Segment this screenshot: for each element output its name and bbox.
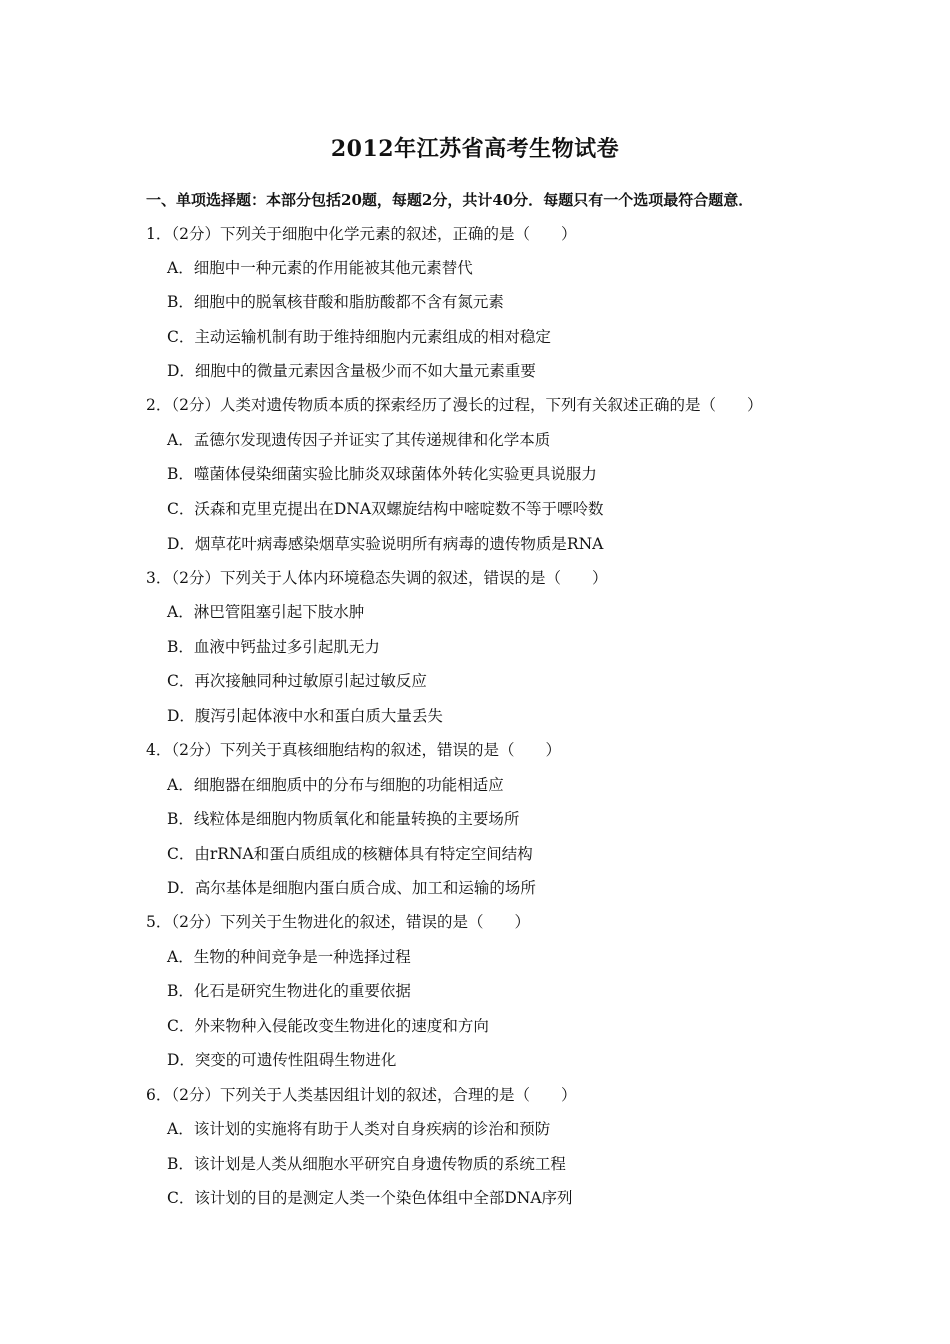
question-6-option-b: B．该计划是人类从细胞水平研究自身遗传物质的系统工程 [167,1155,566,1173]
question-1-stem: 1．（2分）下列关于细胞中化学元素的叙述，正确的是（ ） [146,225,577,243]
question-5-option-c: C．外来物种入侵能改变生物进化的速度和方向 [167,1017,489,1035]
question-5-option-a: A．生物的种间竞争是一种选择过程 [167,948,411,966]
question-1-option-d: D．细胞中的微量元素因含量极少而不如大量元素重要 [167,362,536,380]
page-title: 2012年江苏省高考生物试卷 [330,136,620,162]
question-4-option-c: C．由rRNA和蛋白质组成的核糖体具有特定空间结构 [167,845,533,863]
question-2-option-d: D．烟草花叶病毒感染烟草实验说明所有病毒的遗传物质是RNA [167,535,604,553]
question-1-option-c: C．主动运输机制有助于维持细胞内元素组成的相对稳定 [167,328,551,346]
question-6-stem: 6．（2分）下列关于人类基因组计划的叙述，合理的是（ ） [146,1086,577,1104]
question-4-option-a: A．细胞器在细胞质中的分布与细胞的功能相适应 [167,776,504,794]
section-heading: 一、单项选择题：本部分包括20题，每题2分，共计40分．每题只有一个选项最符合题意． [146,191,754,209]
question-5-stem: 5．（2分）下列关于生物进化的叙述，错误的是（ ） [146,913,530,931]
question-4-stem: 4．（2分）下列关于真核细胞结构的叙述，错误的是（ ） [146,741,561,759]
question-4-option-b: B．线粒体是细胞内物质氧化和能量转换的主要场所 [167,810,520,828]
question-2-stem: 2．（2分）人类对遗传物质本质的探索经历了漫长的过程，下列有关叙述正确的是（ ） [146,396,763,414]
question-6-option-a: A．该计划的实施将有助于人类对自身疾病的诊治和预防 [167,1120,551,1138]
question-3-option-c: C．再次接触同种过敏原引起过敏反应 [167,672,427,690]
question-3-stem: 3．（2分）下列关于人体内环境稳态失调的叙述，错误的是（ ） [146,569,608,587]
question-2-option-b: B．噬菌体侵染细菌实验比肺炎双球菌体外转化实验更具说服力 [167,465,597,483]
question-5-option-b: B．化石是研究生物进化的重要依据 [167,982,411,1000]
question-5-option-d: D．突变的可遗传性阻碍生物进化 [167,1051,397,1069]
question-1-option-a: A．细胞中一种元素的作用能被其他元素替代 [167,259,473,277]
question-3-option-d: D．腹泻引起体液中水和蛋白质大量丢失 [167,707,443,725]
question-1-option-b: B．细胞中的脱氧核苷酸和脂肪酸都不含有氮元素 [167,293,504,311]
question-2-option-a: A．孟德尔发现遗传因子并证实了其传递规律和化学本质 [167,431,551,449]
question-6-option-c: C．该计划的目的是测定人类一个染色体组中全部DNA序列 [167,1189,573,1207]
question-2-option-c: C．沃森和克里克提出在DNA双螺旋结构中嘧啶数不等于嘌呤数 [167,500,604,518]
question-3-option-b: B．血液中钙盐过多引起肌无力 [167,638,380,656]
question-3-option-a: A．淋巴管阻塞引起下肢水肿 [167,603,365,621]
question-4-option-d: D．高尔基体是细胞内蛋白质合成、加工和运输的场所 [167,879,536,897]
